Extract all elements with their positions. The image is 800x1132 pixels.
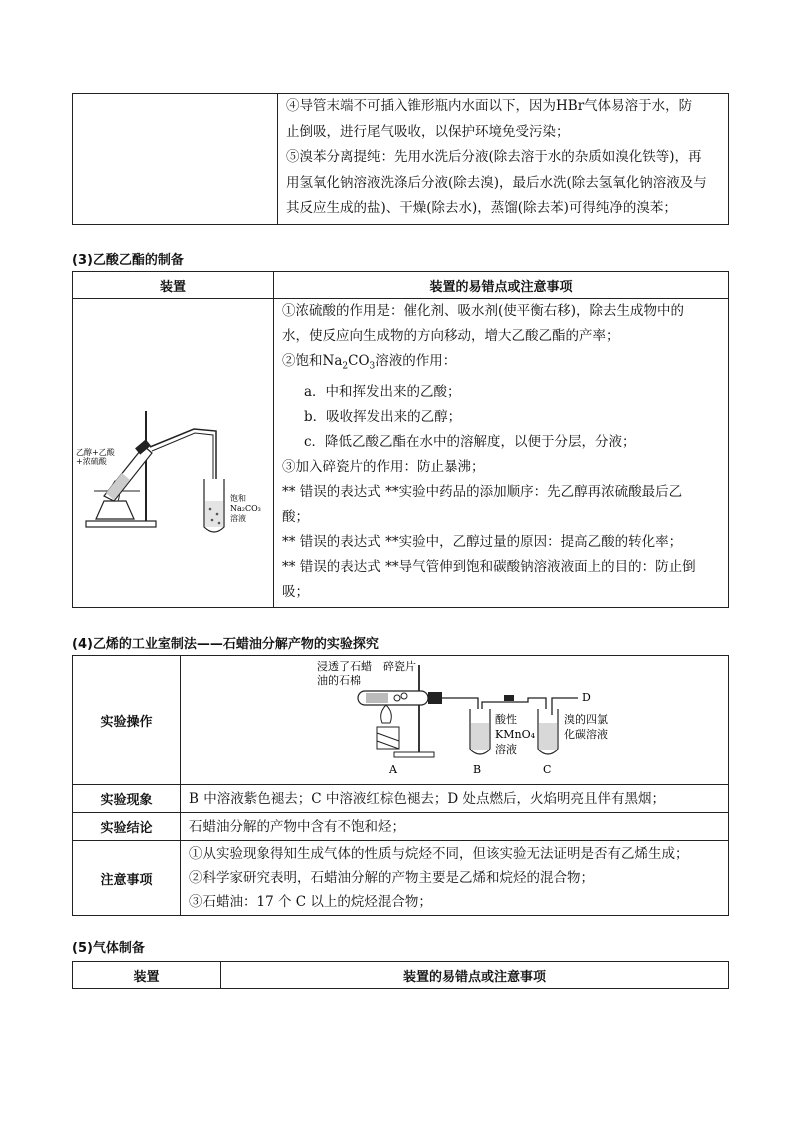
empty-cell bbox=[73, 94, 278, 225]
notes-text bbox=[181, 841, 729, 916]
label-saturated: 饱和 bbox=[230, 493, 246, 503]
phenomenon-text: B 中溶液紫色褪去；C 中溶液红棕色褪去；D 处点燃后，火焰明亮且伴有黑烟； bbox=[181, 785, 729, 813]
note-line: ④导管末端不可插入锥形瓶内水面以下，因为HBr气体易溶于水，防 bbox=[286, 98, 693, 114]
chem-formula: CO bbox=[348, 353, 370, 369]
ester-notes-cell bbox=[274, 299, 729, 608]
note-line: 水，使反应向生成物的方向移动，增大乙酸乙酯的产率； bbox=[282, 328, 620, 344]
label-kmno4-1: 酸性 bbox=[495, 713, 517, 726]
cracking-apparatus-diagram bbox=[182, 657, 728, 779]
note-line: ③石蜡油：17 个 C 以上的烷烃混合物； bbox=[189, 894, 432, 910]
note-line: 酸； bbox=[282, 508, 309, 525]
note-fragment: ②饱和 bbox=[282, 353, 323, 369]
label-conclusion: 实验结论 bbox=[73, 813, 181, 841]
label-solution: 溶液 bbox=[230, 513, 246, 523]
label-notes: 注意事项 bbox=[73, 841, 181, 916]
label-C: C bbox=[543, 763, 552, 776]
label-B: B bbox=[473, 763, 482, 776]
note-line: a．中和挥发出来的乙酸； bbox=[304, 383, 461, 400]
operation-diagram-cell bbox=[181, 656, 729, 785]
note-line: 其反应生成的盐)、干燥(除去水)，蒸馏(除去苯)可得纯净的溴苯； bbox=[286, 200, 677, 216]
label-kmno4-3: 溶液 bbox=[495, 743, 517, 756]
label-soaked-2: 油的石棉 bbox=[317, 674, 361, 687]
chem-subscript: 2 bbox=[342, 361, 349, 372]
chem-subscript: 3 bbox=[369, 361, 376, 372]
header-notes: 装置的易错点或注意事项 bbox=[221, 962, 729, 989]
note-line: ①浓硫酸的作用是：催化剂、吸水剂(使平衡右移)，除去生成物中的 bbox=[282, 303, 685, 319]
note-line: 用氢氧化钠溶液洗涤后分液(除去溴)，最后水洗(除去氢氧化钠溶液及与 bbox=[286, 174, 707, 191]
note-line: ①从实验现象得知生成气体的性质与烷烃不同，但该实验无法证明是否有乙烯生成； bbox=[189, 846, 689, 862]
section-5-heading: (5)气体制备 bbox=[72, 941, 145, 956]
header-apparatus: 装置 bbox=[73, 962, 221, 989]
label-soaked-1: 浸透了石蜡 bbox=[317, 660, 372, 673]
label-porcelain: 碎瓷片 bbox=[383, 660, 416, 673]
label-phenomenon: 实验现象 bbox=[73, 785, 181, 813]
note-line: ** 错误的表达式 **导气管伸到饱和碳酸钠溶液液面上的目的：防止倒 bbox=[282, 558, 696, 575]
note-line: b．吸收挥发出来的乙醇； bbox=[304, 408, 462, 425]
header-notes: 装置的易错点或注意事项 bbox=[274, 272, 729, 299]
label-operation: 实验操作 bbox=[73, 656, 181, 785]
conclusion-text: 石蜡油分解的产物中含有不饱和烃； bbox=[181, 813, 729, 841]
note-line: 吸； bbox=[282, 583, 309, 600]
note-line: c．降低乙酸乙酯在水中的溶解度，以便于分层，分液； bbox=[304, 433, 636, 450]
header-apparatus: 装置 bbox=[73, 272, 274, 299]
note-line: ③加入碎瓷片的作用：防止暴沸； bbox=[282, 458, 485, 475]
note-fragment: 溶液的作用： bbox=[375, 353, 457, 369]
label-A: A bbox=[389, 763, 397, 776]
notes-cell bbox=[278, 94, 729, 225]
note-line: ** 错误的表达式 **实验中，乙醇过量的原因：提高乙酸的转化率； bbox=[282, 533, 683, 550]
label-D: D bbox=[582, 691, 591, 704]
label-br-2: 化碳溶液 bbox=[564, 728, 608, 741]
note-line: 止倒吸，进行尾气吸收，以保护环境免受污染； bbox=[286, 123, 570, 140]
label-na2co3: Na₂CO₃ bbox=[230, 503, 261, 513]
apparatus-cell bbox=[73, 299, 274, 608]
chem-formula: Na bbox=[322, 353, 343, 369]
note-line bbox=[282, 349, 722, 380]
note-line: ⑤溴苯分离提纯：先用水洗后分液(除去溶于水的杂质如溴化铁等)，再 bbox=[286, 149, 702, 165]
ethylene-table bbox=[72, 655, 729, 916]
note-line: ** 错误的表达式 **实验中药品的添加顺序：先乙醇再浓硫酸最后乙 bbox=[282, 483, 683, 500]
ester-apparatus-diagram bbox=[74, 351, 274, 551]
section-4-heading: (4)乙烯的工业室制法——石蜡油分解产物的实验探究 bbox=[72, 637, 379, 652]
label-acid: +浓硫酸 bbox=[76, 456, 107, 466]
label-ethanol: 乙醇+乙酸 bbox=[76, 447, 115, 457]
label-br-1: 溴的四氯 bbox=[564, 713, 608, 726]
ester-table bbox=[72, 271, 729, 608]
gas-table bbox=[72, 961, 729, 989]
table-continued bbox=[72, 93, 729, 225]
section-3-heading: (3)乙酸乙酯的制备 bbox=[72, 253, 184, 268]
label-kmno4-2: KMnO₄ bbox=[495, 728, 535, 741]
note-line: ②科学家研究表明，石蜡油分解的产物主要是乙烯和烷烃的混合物； bbox=[189, 870, 594, 886]
